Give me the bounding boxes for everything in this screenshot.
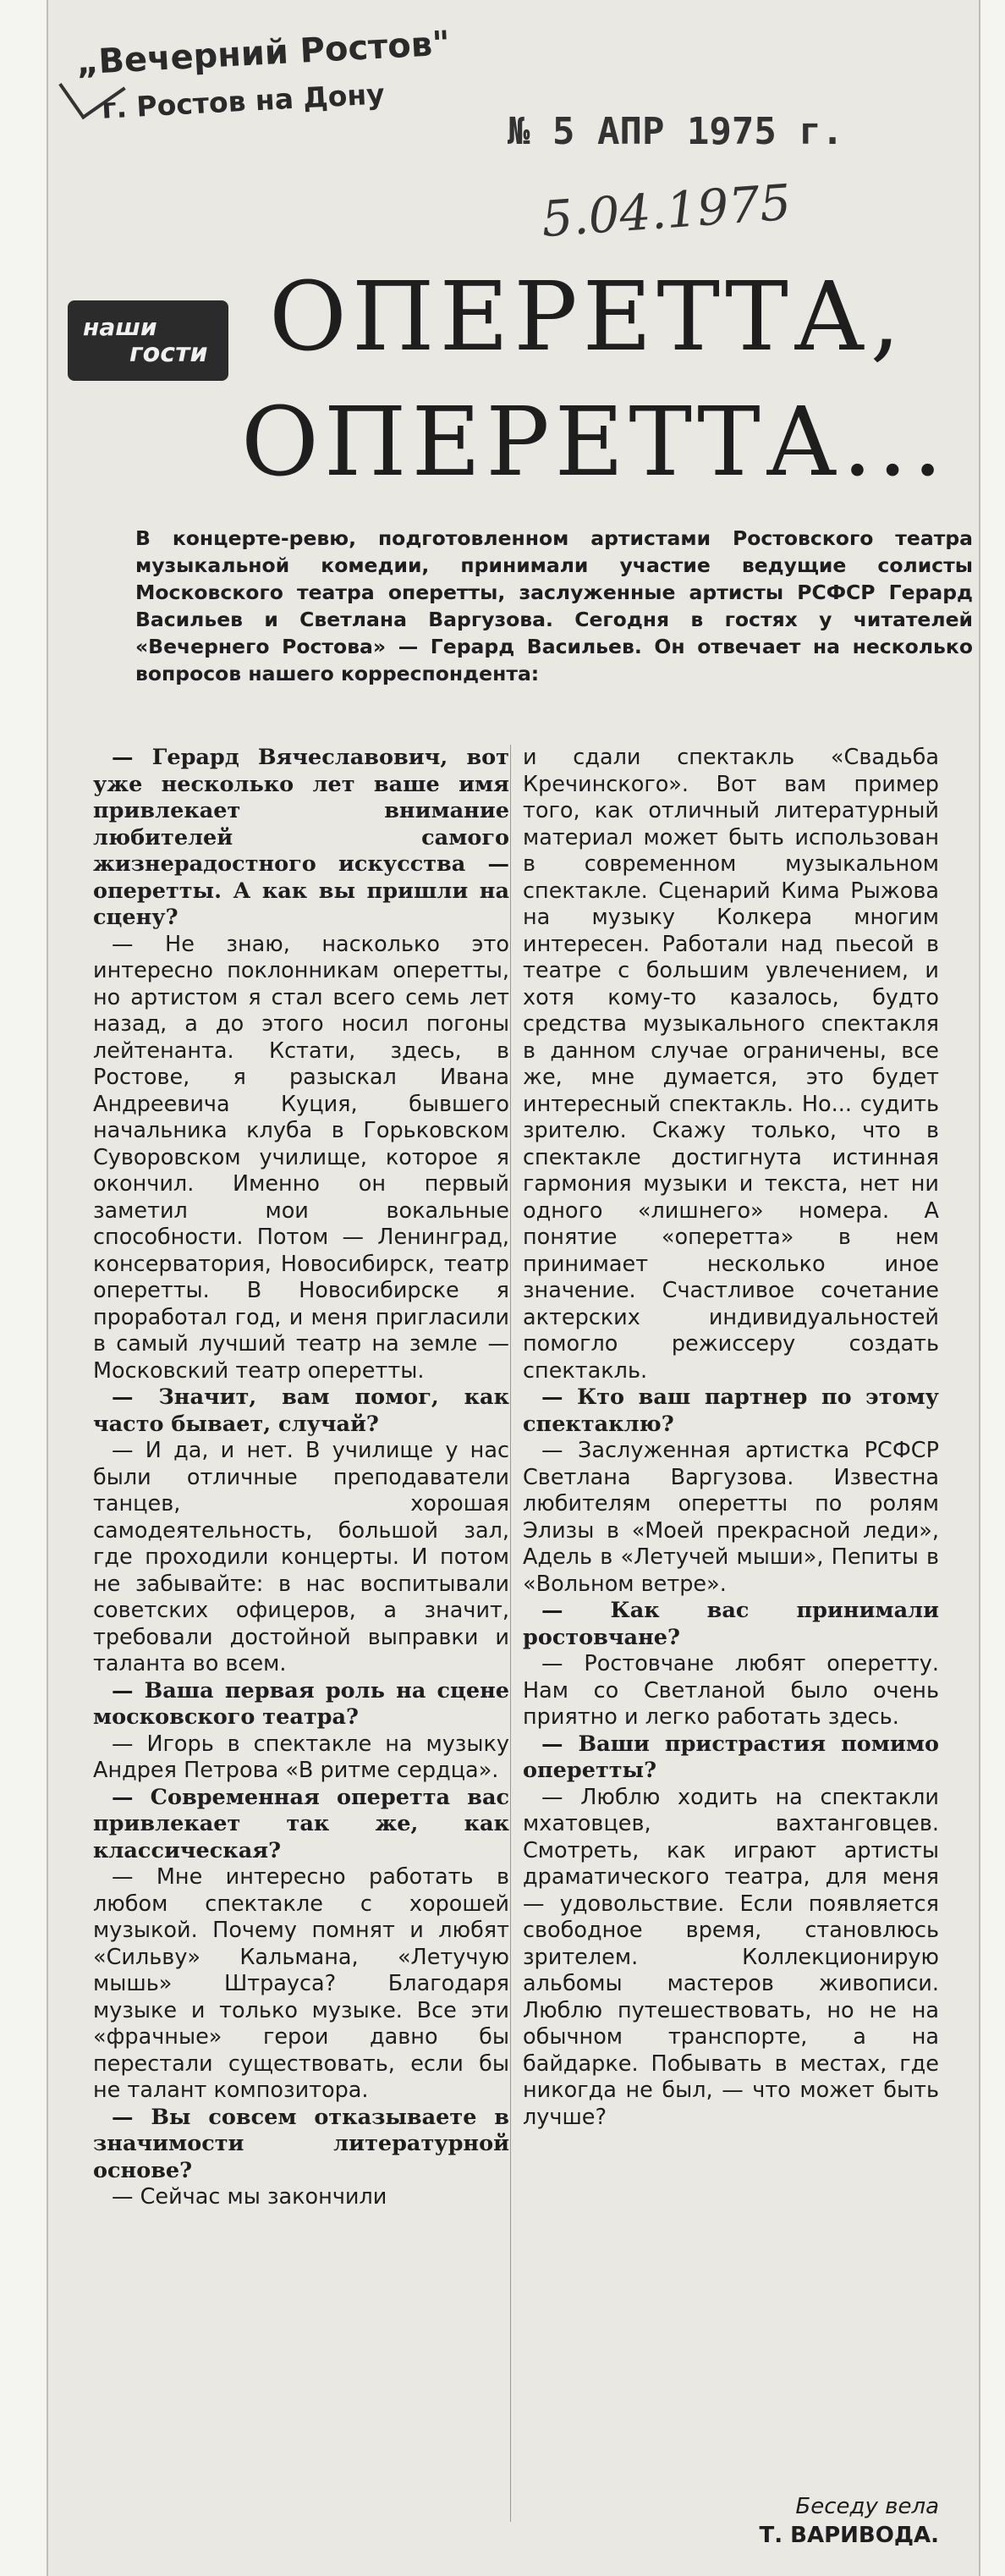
signature-block — [694, 2492, 939, 2550]
rubric-line2: гости — [129, 338, 208, 368]
paper-name-stamp: „Вечерний Ростов" — [75, 24, 451, 83]
question-paragraph: — Вы совсем отказываете в значимости литературной основе? — [93, 2104, 509, 2183]
answer-paragraph: — Мне интересно работать в любом спектакле с хорошей музыкой. Почему помнят и любят «Сильву» Кальмана, «Летучую мышь» Штрауса? Благодаря музыке и только музыке. Все эти «фрачные» герои давно бы перестали существовать, если бы не талант композитора. — [93, 1864, 509, 2103]
city-stamp: г. Ростов на Дону — [101, 77, 386, 125]
lead-paragraph — [135, 525, 973, 687]
question-paragraph: — Современная оперетта вас привлекает так же, как классическая? — [93, 1784, 509, 1863]
headline-line1: ОПЕРЕТТА, — [269, 262, 906, 372]
answer-paragraph: — Люблю ходить на спектакли мхатовцев, вахтанговцев. Смотреть, как играют артисты драматического театра, для меня — удовольствие. Если появляется свободное время, становлюсь зрителем. Коллекционирую альбомы мастеров живописи. Люблю путешествовать, но не на обычном транспорте, а на байдарке. Побывать в местах, где никогда не был, — что может быть лучше? — [523, 1784, 939, 2130]
question-paragraph: — Ваши пристрастия помимо оперетты? — [523, 1731, 939, 1783]
rubric-line1: наши — [83, 312, 157, 341]
answer-paragraph: — И да, и нет. В училище у нас были отличные преподаватели танцев, хорошая самодеятельность, большой зал, где проходили концерты. И потом не забывайте: в нас воспитывали советских офицеров, а значит, требовали достойной выправки и таланта во всем. — [93, 1438, 509, 1676]
answer-paragraph: и сдали спектакль «Свадьба Кречинского». Вот вам пример того, как отличный литературный материал может быть использован в современном музыкальном спектакле. Сценарий Кима Рыжова на музыку Колкера многим интересен. Работали над пьесой в театре с большим увлечением, и хотя кому-то казалось, будто средства музыкального спектакля в данном случае ограничены, все же, мне думается, это будет интересный спектакль. Но... судить зрителю. Скажу только, что в спектакле достигнута истинная гармония музыки и текста, нет ни одного «лишнего» номера. А понятие «оперетта» в нем принимает несколько иное значение. Счастливое сочетание актерских индивидуальностей помогло режиссеру создать спектакль. — [523, 745, 939, 1384]
answer-paragraph: — Сейчас мы закончили — [112, 2184, 387, 2210]
rubric-badge — [68, 300, 228, 381]
answer-paragraph: — Не знаю, насколько это интересно поклонникам оперетты, но артистом я стал всего семь лет назад, а до этого носил погоны лейтенанта. Кстати, здесь, в Ростове, я разыскал Ивана Андреевича Куция, бывшего начальника клуба в Горьковском Суворовском училище, которое я окончил. Именно он первый заметил мои вокальные способности. Потом — Ленинград, консерватория, Новосибирск, театр оперетты. В Новосибирске я проработал год, и меня пригласили в самый лучший театр на земле — Московский театр оперетты. — [93, 931, 509, 1384]
answer-paragraph: — Ростовчане любят оперетту. Нам со Светланой было очень приятно и легко работать здесь. — [523, 1651, 939, 1730]
date-stamp: № 5 АПР 1975 г. — [508, 110, 844, 153]
answer-paragraph: — Заслуженная артистка РСФСР Светлана Варгузова. Известна любителям оперетты по ролям Элизы в «Моей прекрасной леди», Адель в «Летучей мыши», Пепиты в «Вольном ветре». — [523, 1438, 939, 1597]
question-paragraph: — Ваша первая роль на сцене московского театра? — [93, 1677, 509, 1730]
signature-author: Т. ВАРИВОДА. — [759, 2523, 939, 2548]
question-paragraph: — Как вас принимали ростовчане? — [523, 1598, 939, 1650]
signature-label: Беседу вела — [795, 2494, 939, 2519]
handwritten-date: 5.04.1975 — [539, 173, 794, 249]
lead-text: В концерте-ревю, подготовленном артистами Ростовского театра музыкальной комедии, принимали участие ведущие солисты Московского театра оперетты, заслуженные артисты РСФСР Герард Васильев и Светлана Варгузова. Сегодня в гостях у читателей «Вечернего Ростова» — Герард Васильев. Он отвечает на несколько вопросов нашего корреспондента: — [135, 526, 973, 685]
column-divider — [510, 745, 511, 2522]
question-paragraph: — Герард Вячеславович, вот уже несколько лет ваше имя привлекает внимание любителей самого жизнерадостного искусства — оперетты. А как вы пришли на сцену? — [93, 745, 509, 930]
question-paragraph: — Кто ваш партнер по этому спектаклю? — [523, 1384, 939, 1437]
question-paragraph: — Значит, вам помог, как часто бывает, случай? — [93, 1384, 509, 1437]
article-column-1 — [93, 745, 509, 2530]
headline-line2: ОПЕРЕТТА... — [241, 388, 948, 498]
answer-paragraph: — Игорь в спектакле на музыку Андрея Петрова «В ритме сердца». — [93, 1731, 509, 1783]
article-column-2 — [523, 745, 939, 2530]
